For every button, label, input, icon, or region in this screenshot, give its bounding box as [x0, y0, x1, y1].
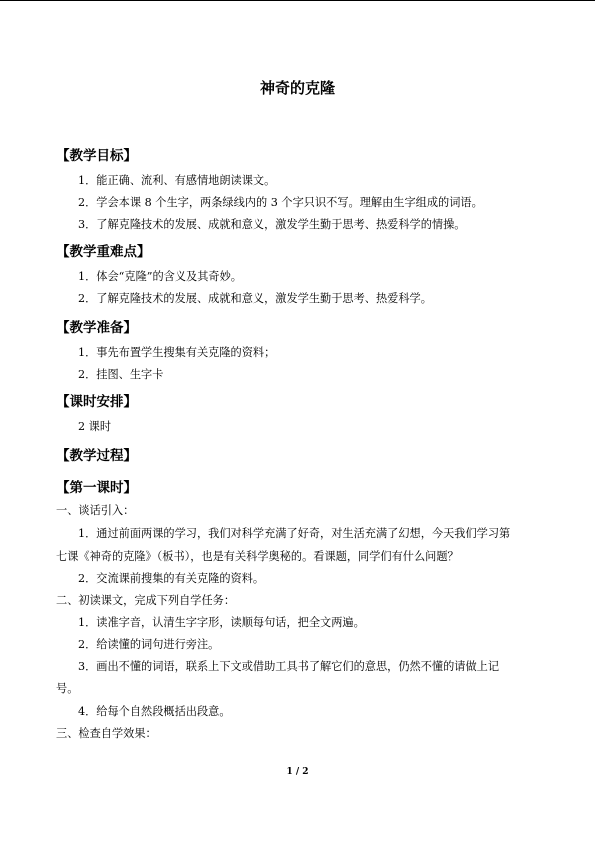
lesson-line: 2．给读懂的词句进行旁注。: [78, 638, 220, 651]
heading-prep: 【教学准备】: [56, 320, 137, 336]
lesson-line: 1．读准字音，认清生字字形，读顺每句话，把全文两遍。: [78, 616, 365, 629]
prep-item-1: 1．事先布置学生搜集有关克隆的资料；: [78, 346, 276, 359]
page-title: 神奇的克隆: [259, 79, 335, 97]
page-number: 1 / 2: [286, 767, 309, 777]
goal-item-1: 1．能正确、流利、有感情地朗读课文。: [78, 174, 276, 187]
schedule-item-1: 2 课时: [78, 420, 112, 433]
keypoint-item-1: 1．体会“克隆”的含义及其奇妙。: [78, 270, 242, 283]
lesson-line: 号。: [56, 682, 79, 695]
goal-item-3: 3．了解克隆技术的发展、成就和意义，激发学生勤于思考、热爱科学的情操。: [78, 218, 466, 231]
lesson-line: 2．交流课前搜集的有关克隆的资料。: [78, 572, 265, 585]
heading-keypoints: 【教学重难点】: [56, 244, 151, 260]
lesson-line: 4．给每个自然段概括出段意。: [78, 705, 231, 718]
heading-process: 【教学过程】: [56, 448, 137, 464]
header-rule: [0, 0, 595, 1]
lesson-line: 二、初读课文，完成下列自学任务：: [56, 594, 236, 607]
prep-item-2: 2．挂图、生字卡: [78, 368, 164, 381]
goal-item-2: 2．学会本课 8 个生字，两条绿线内的 3 个字只识不写。理解由生字组成的词语。: [78, 196, 483, 209]
lesson-line: 1．通过前面两课的学习，我们对科学充满了好奇，对生活充满了幻想，今天我们学习第: [78, 527, 511, 540]
lesson-line: 3．画出不懂的词语，联系上下文或借助工具书了解它们的意思，仍然不懂的请做上记: [78, 660, 500, 673]
heading-lesson1: 【第一课时】: [56, 480, 137, 496]
heading-schedule: 【课时安排】: [56, 394, 137, 410]
lesson-line: 一、谈话引入：: [56, 504, 135, 517]
lesson-line: 三、检查自学效果：: [56, 727, 157, 740]
keypoint-item-2: 2．了解克隆技术的发展、成就和意义，激发学生勤于思考、热爱科学。: [78, 292, 432, 305]
heading-goals: 【教学目标】: [56, 148, 137, 164]
lesson-line: 七课《神奇的克隆》（板书），也是有关科学奥秘的。看课题，同学们有什么问题？: [56, 550, 459, 563]
